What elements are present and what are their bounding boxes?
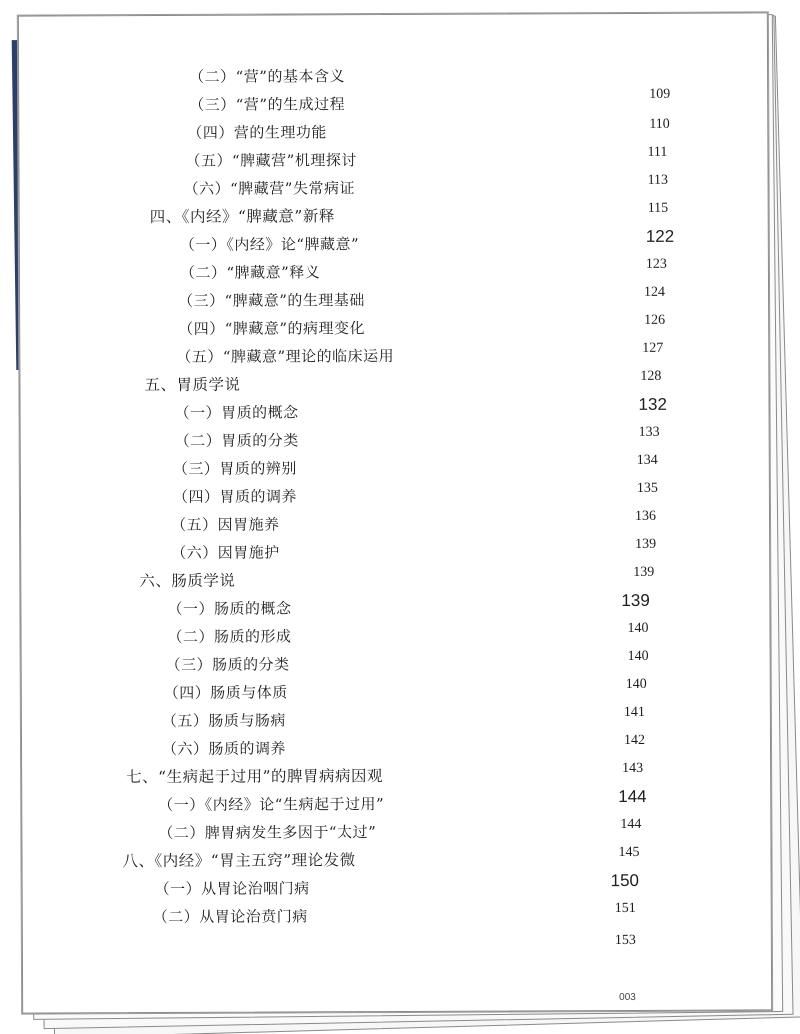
toc-entry-page: 124: [644, 284, 666, 300]
toc-entry-page: 110: [649, 116, 670, 132]
toc-entry-title: （二）肠质的形成: [167, 627, 292, 646]
toc-entry-page: 139: [621, 590, 650, 611]
toc-entry-title: （四）肠质与体质: [163, 683, 288, 703]
toc-entry: [21, 590, 769, 622]
toc-entry-title: 七、“生病起于过用”的脾胃病病因观: [126, 767, 384, 787]
toc-entry: [23, 929, 771, 958]
toc-entry-title: （一）从胃论治咽门病: [154, 879, 310, 899]
toc-entry-page: 109: [649, 86, 671, 102]
toc-entry-title: （五）“脾藏意”理论的临床运用: [176, 347, 395, 366]
toc-entry-page: 111: [647, 144, 668, 160]
toc-entry-title: 四、《内经》“脾藏意”新释: [149, 207, 335, 227]
toc-entry-title: （三）胃质的辨别: [172, 459, 297, 478]
toc-entry-title: （二）“脾藏意”释义: [179, 263, 321, 282]
toc-entry-page: 122: [645, 226, 675, 246]
toc-entry-page: 143: [622, 760, 644, 777]
toc-entry-title: （四）营的生理功能: [187, 123, 327, 142]
toc-entry-title: （三）肠质的分类: [165, 655, 290, 675]
toc-entry-title: （六）“脾藏营”失常病证: [183, 179, 355, 198]
toc-entry-page: 115: [647, 200, 669, 216]
toc-entry-page: 136: [634, 508, 657, 524]
toc-entry: [22, 733, 770, 762]
toc-entry: [22, 705, 770, 734]
toc-page: [18, 12, 772, 1013]
toc-entry: [23, 901, 771, 930]
toc-entry-page: 142: [623, 732, 646, 749]
toc-entry-page: 128: [640, 368, 662, 384]
toc-entry-page: 153: [614, 932, 636, 949]
toc-entry-title: （五）“脾藏营”机理探讨: [185, 151, 357, 170]
toc-entry-title: （一）《内经》论“生病起于过用”: [158, 795, 385, 815]
toc-entry-title: （二）胃质的分类: [174, 431, 299, 450]
toc-entry-page: 151: [614, 900, 636, 917]
toc-entry-title: 六、肠质学说: [139, 571, 236, 591]
toc-entry-title: 五、胃质学说: [144, 375, 241, 395]
toc-entry-title: （五）因胃施养: [171, 515, 280, 534]
toc-entry-title: （二）从胃论治贲门病: [152, 907, 308, 927]
toc-entry-title: （五）肠质与肠病: [161, 711, 286, 731]
toc-entry-page: 144: [620, 816, 642, 833]
toc-entry-page: 133: [638, 424, 660, 440]
toc-entry-page: 144: [618, 786, 647, 807]
page-folio: 003: [619, 991, 636, 1004]
toc-entry-page: 139: [635, 536, 657, 552]
toc-entry-page: 145: [618, 844, 640, 861]
toc-entry-title: （六）因胃施护: [171, 543, 280, 562]
toc-entry: [21, 565, 769, 594]
toc-entry-title: （四）“脾藏意”的病理变化: [178, 319, 366, 338]
toc-entry: [23, 870, 771, 902]
toc-entry-page: 127: [642, 340, 664, 356]
toc-entry-title: （二）“营”的基本含义: [189, 67, 345, 86]
toc-entry-page: 123: [645, 256, 667, 272]
toc-entry-title: （一）肠质的概念: [167, 599, 292, 618]
toc-entry: [22, 786, 770, 818]
toc-entry-page: 139: [633, 564, 655, 580]
toc-entry-page: 140: [627, 620, 649, 636]
toc-entry-page: 150: [610, 870, 640, 891]
toc-entry: [21, 621, 769, 650]
toc-entry-page: 140: [625, 676, 647, 692]
toc-entry-page: 141: [623, 704, 645, 721]
toc-entry-page: 140: [627, 648, 649, 664]
toc-entry-title: （一）胃质的概念: [174, 403, 299, 422]
toc-entry-title: （三）“脾藏意”的生理基础: [178, 291, 365, 310]
toc-entry: [22, 677, 770, 706]
toc-entry-page: 113: [647, 172, 669, 188]
toc-entry-title: （六）肠质的调养: [161, 739, 287, 759]
table-of-contents: [19, 13, 771, 1012]
toc-entry: [22, 761, 770, 790]
toc-entry-page: 132: [638, 394, 667, 414]
toc-entry: [21, 537, 769, 566]
toc-entry: [21, 481, 769, 510]
toc-entry: [22, 817, 770, 846]
toc-entry: [21, 509, 769, 538]
toc-entry-title: （二）脾胃病发生多因于“太过”: [158, 823, 377, 843]
toc-entry: [22, 649, 770, 678]
toc-entry-title: （一）《内经》论“脾藏意”: [179, 235, 360, 254]
toc-entry: [22, 845, 770, 874]
toc-entry-title: （三）“营”的生成过程: [189, 95, 346, 114]
toc-entry-title: 八、《内经》“胃主五窍”理论发微: [122, 851, 356, 871]
toc-entry-page: 134: [636, 452, 658, 468]
toc-entry-page: 135: [636, 480, 658, 496]
toc-entry-page: 126: [644, 312, 666, 328]
toc-entry-title: （四）胃质的调养: [172, 487, 297, 506]
